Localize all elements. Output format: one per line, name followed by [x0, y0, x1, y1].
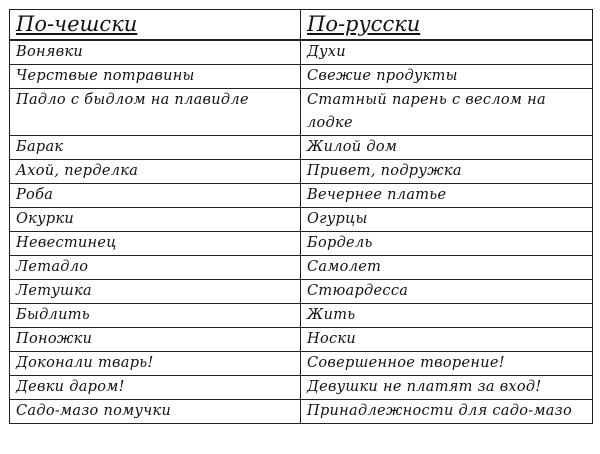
header-row — [10, 10, 593, 41]
cell-czech: Летушка — [10, 280, 301, 304]
table-row — [10, 304, 593, 328]
cell-russian: Носки — [301, 328, 593, 352]
table-row — [10, 65, 593, 89]
translation-table-wrapper — [9, 9, 592, 424]
cell-czech: Летадло — [10, 256, 301, 280]
column-header-russian: По-русски — [301, 10, 593, 41]
table-row — [10, 160, 593, 184]
table-row — [10, 232, 593, 256]
cell-czech: Садо-мазо помучки — [10, 400, 301, 424]
cell-russian: Бордель — [301, 232, 593, 256]
cell-czech: Роба — [10, 184, 301, 208]
cell-czech: Девки даром! — [10, 376, 301, 400]
table-row — [10, 136, 593, 160]
cell-czech: Поножки — [10, 328, 301, 352]
cell-russian: Духи — [301, 40, 593, 65]
table-row — [10, 184, 593, 208]
cell-czech: Окурки — [10, 208, 301, 232]
cell-russian: Привет, подружка — [301, 160, 593, 184]
table-row — [10, 280, 593, 304]
table-row — [10, 352, 593, 376]
cell-czech: Ахой, перделка — [10, 160, 301, 184]
cell-czech: Черствые потравины — [10, 65, 301, 89]
cell-russian: Девушки не платят за вход! — [301, 376, 593, 400]
table-row — [10, 208, 593, 232]
cell-czech: Невестинец — [10, 232, 301, 256]
table-row — [10, 256, 593, 280]
cell-russian: Вечернее платье — [301, 184, 593, 208]
cell-russian: Статный парень с веслом на лодке — [301, 89, 593, 136]
cell-russian: Огурцы — [301, 208, 593, 232]
translation-table — [9, 9, 593, 424]
cell-czech: Барак — [10, 136, 301, 160]
table-row — [10, 400, 593, 424]
cell-czech: Падло с быдлом на плавидле — [10, 89, 301, 136]
cell-czech: Быдлить — [10, 304, 301, 328]
cell-russian: Жить — [301, 304, 593, 328]
table-row — [10, 376, 593, 400]
cell-czech: Вонявки — [10, 40, 301, 65]
table-row — [10, 89, 593, 136]
cell-russian: Принадлежности для садо-мазо — [301, 400, 593, 424]
cell-russian: Жилой дом — [301, 136, 593, 160]
cell-russian: Самолет — [301, 256, 593, 280]
column-header-czech: По-чешски — [10, 10, 301, 41]
cell-russian: Совершенное творение! — [301, 352, 593, 376]
table-row — [10, 328, 593, 352]
cell-russian: Стюардесса — [301, 280, 593, 304]
cell-russian: Свежие продукты — [301, 65, 593, 89]
cell-czech: Доконали тварь! — [10, 352, 301, 376]
table-row — [10, 40, 593, 65]
